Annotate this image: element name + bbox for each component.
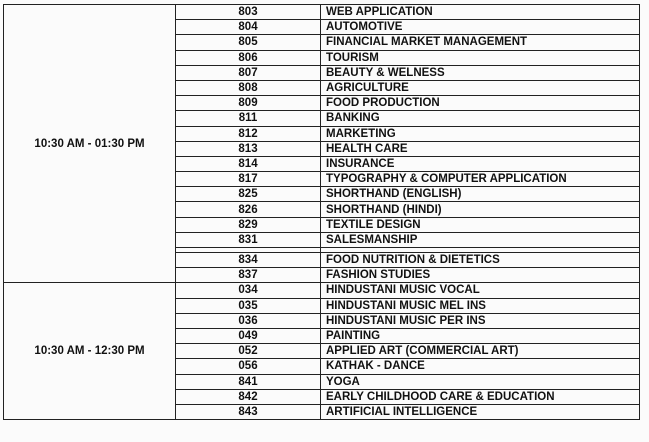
subject-code: 842 — [176, 389, 321, 404]
subject-code: 034 — [176, 283, 321, 298]
subject-code: 829 — [176, 217, 321, 232]
subject-code: 049 — [176, 328, 321, 343]
subject-name: TYPOGRAPHY & COMPUTER APPLICATION — [321, 172, 640, 187]
subject-code: 834 — [176, 253, 321, 268]
subject-code: 804 — [176, 20, 321, 35]
subject-code: 809 — [176, 96, 321, 111]
subject-code: 837 — [176, 268, 321, 283]
subject-name: PAINTING — [321, 328, 640, 343]
subject-code: 817 — [176, 172, 321, 187]
subject-name: HINDUSTANI MUSIC PER INS — [321, 313, 640, 328]
session-time: 10:30 AM - 01:30 PM — [4, 5, 176, 283]
subject-code: 807 — [176, 65, 321, 80]
subject-name: APPLIED ART (COMMERCIAL ART) — [321, 344, 640, 359]
subject-code: 831 — [176, 232, 321, 247]
subject-code: 814 — [176, 156, 321, 171]
subject-name: FINANCIAL MARKET MANAGEMENT — [321, 35, 640, 50]
subject-code: 825 — [176, 187, 321, 202]
table-row — [4, 5, 640, 20]
subject-name: SALESMANSHIP — [321, 232, 640, 247]
subject-name: ARTIFICIAL INTELLIGENCE — [321, 404, 640, 419]
subject-name: INSURANCE — [321, 156, 640, 171]
subject-code: 808 — [176, 80, 321, 95]
subject-code: 052 — [176, 344, 321, 359]
subject-name: KATHAK - DANCE — [321, 359, 640, 374]
subject-code: 035 — [176, 298, 321, 313]
subject-name: BANKING — [321, 111, 640, 126]
exam-schedule-table — [3, 4, 640, 420]
subject-code: 056 — [176, 359, 321, 374]
subject-name: HINDUSTANI MUSIC MEL INS — [321, 298, 640, 313]
subject-code: 036 — [176, 313, 321, 328]
subject-name: FOOD NUTRITION & DIETETICS — [321, 253, 640, 268]
subject-code: 826 — [176, 202, 321, 217]
subject-code: 811 — [176, 111, 321, 126]
subject-name: AGRICULTURE — [321, 80, 640, 95]
subject-name: MARKETING — [321, 126, 640, 141]
subject-code: 805 — [176, 35, 321, 50]
subject-code: 806 — [176, 50, 321, 65]
subject-name: WEB APPLICATION — [321, 5, 640, 20]
subject-name: SHORTHAND (ENGLISH) — [321, 187, 640, 202]
subject-name: YOGA — [321, 374, 640, 389]
subject-name: HINDUSTANI MUSIC VOCAL — [321, 283, 640, 298]
subject-name: TOURISM — [321, 50, 640, 65]
session-time: 10:30 AM - 12:30 PM — [4, 283, 176, 420]
subject-name: SHORTHAND (HINDI) — [321, 202, 640, 217]
table-row — [4, 283, 640, 298]
subject-code: 812 — [176, 126, 321, 141]
subject-code: 841 — [176, 374, 321, 389]
subject-name: FASHION STUDIES — [321, 268, 640, 283]
subject-name: HEALTH CARE — [321, 141, 640, 156]
subject-code: 813 — [176, 141, 321, 156]
subject-name: BEAUTY & WELNESS — [321, 65, 640, 80]
subject-code: 803 — [176, 5, 321, 20]
subject-name: FOOD PRODUCTION — [321, 96, 640, 111]
subject-name: TEXTILE DESIGN — [321, 217, 640, 232]
subject-name: EARLY CHILDHOOD CARE & EDUCATION — [321, 389, 640, 404]
subject-code: 843 — [176, 404, 321, 419]
subject-name: AUTOMOTIVE — [321, 20, 640, 35]
